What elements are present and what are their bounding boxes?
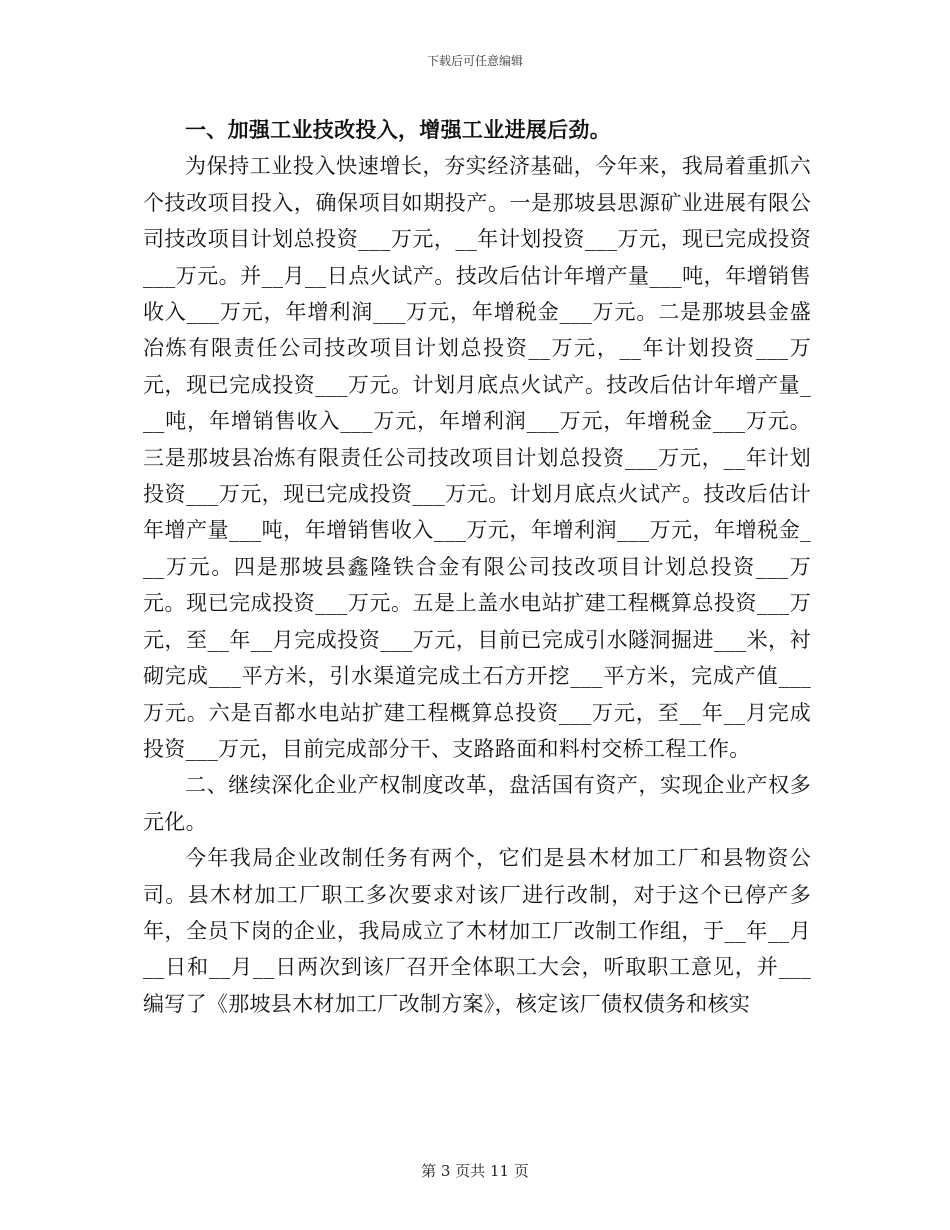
- page-header-note: 下载后可任意编辑: [426, 54, 523, 68]
- body-paragraph-2: 今年我局企业改制任务有两个，它们是县木材加工厂和县物资公司。县木材加工厂职工多次要求对该厂进行改制，对于这个已停产多年，全员下岗的企业，我局成立了木材加工厂改制工作组，于__年__月__日和__月__日两次到该厂召开全体职工大会，听取职工意见，并___编写了《那坡县木材加工厂改制方案》，核定该厂债权债务和核实: [143, 846, 811, 1016]
- document-body: [143, 112, 811, 1022]
- section-heading-1: 一、加强工业技改投入，增强工业进展后劲。: [185, 117, 611, 142]
- body-paragraph-1: 为保持工业投入快速增长，夯实经济基础，今年来，我局着重抓六个技改项目投入，确保项目如期投产。一是那坡县思源矿业进展有限公司技改项目计划总投资___万元，__年计划投资___万元，现已完成投资___万元。并__月__日点火试产。技改后估计年增产量___吨，年增销售收入___万元，年增利润___万元，年增税金___万元。二是那坡县金盛冶炼有限责任公司技改项目计划总投资__万元，__年计划投资___万元，现已完成投资___万元。计划月底点火试产。技改后估计年增产量___吨，年增销售收入___万元，年增利润___万元，年增税金___万元。三是那坡县冶炼有限责任公司技改项目计划总投资___万元，__年计划投资___万元，现已完成投资___万元。计划月底点火试产。技改后估计年增产量___吨，年增销售收入___万元，年增利润___万元，年增税金___万元。四是那坡县鑫隆铁合金有限公司技改项目计划总投资___万元。现已完成投资___万元。五是上盖水电站扩建工程概算总投资___万元，至__年__月完成投资___万元，目前已完成引水隧洞掘进___米，衬砌完成___平方米，引水渠道完成土石方开挖___平方米，完成产值___万元。六是百都水电站扩建工程概算总投资___万元，至__年__月完成投资___万元，目前完成部分干、支路路面和料村交桥工程工作。: [143, 154, 811, 761]
- section-heading-2: 二、继续深化企业产权制度改革，盘活国有资产，实现企业产权多元化。: [143, 773, 811, 834]
- page-number-footer: 第 3 页共 11 页: [421, 1162, 529, 1180]
